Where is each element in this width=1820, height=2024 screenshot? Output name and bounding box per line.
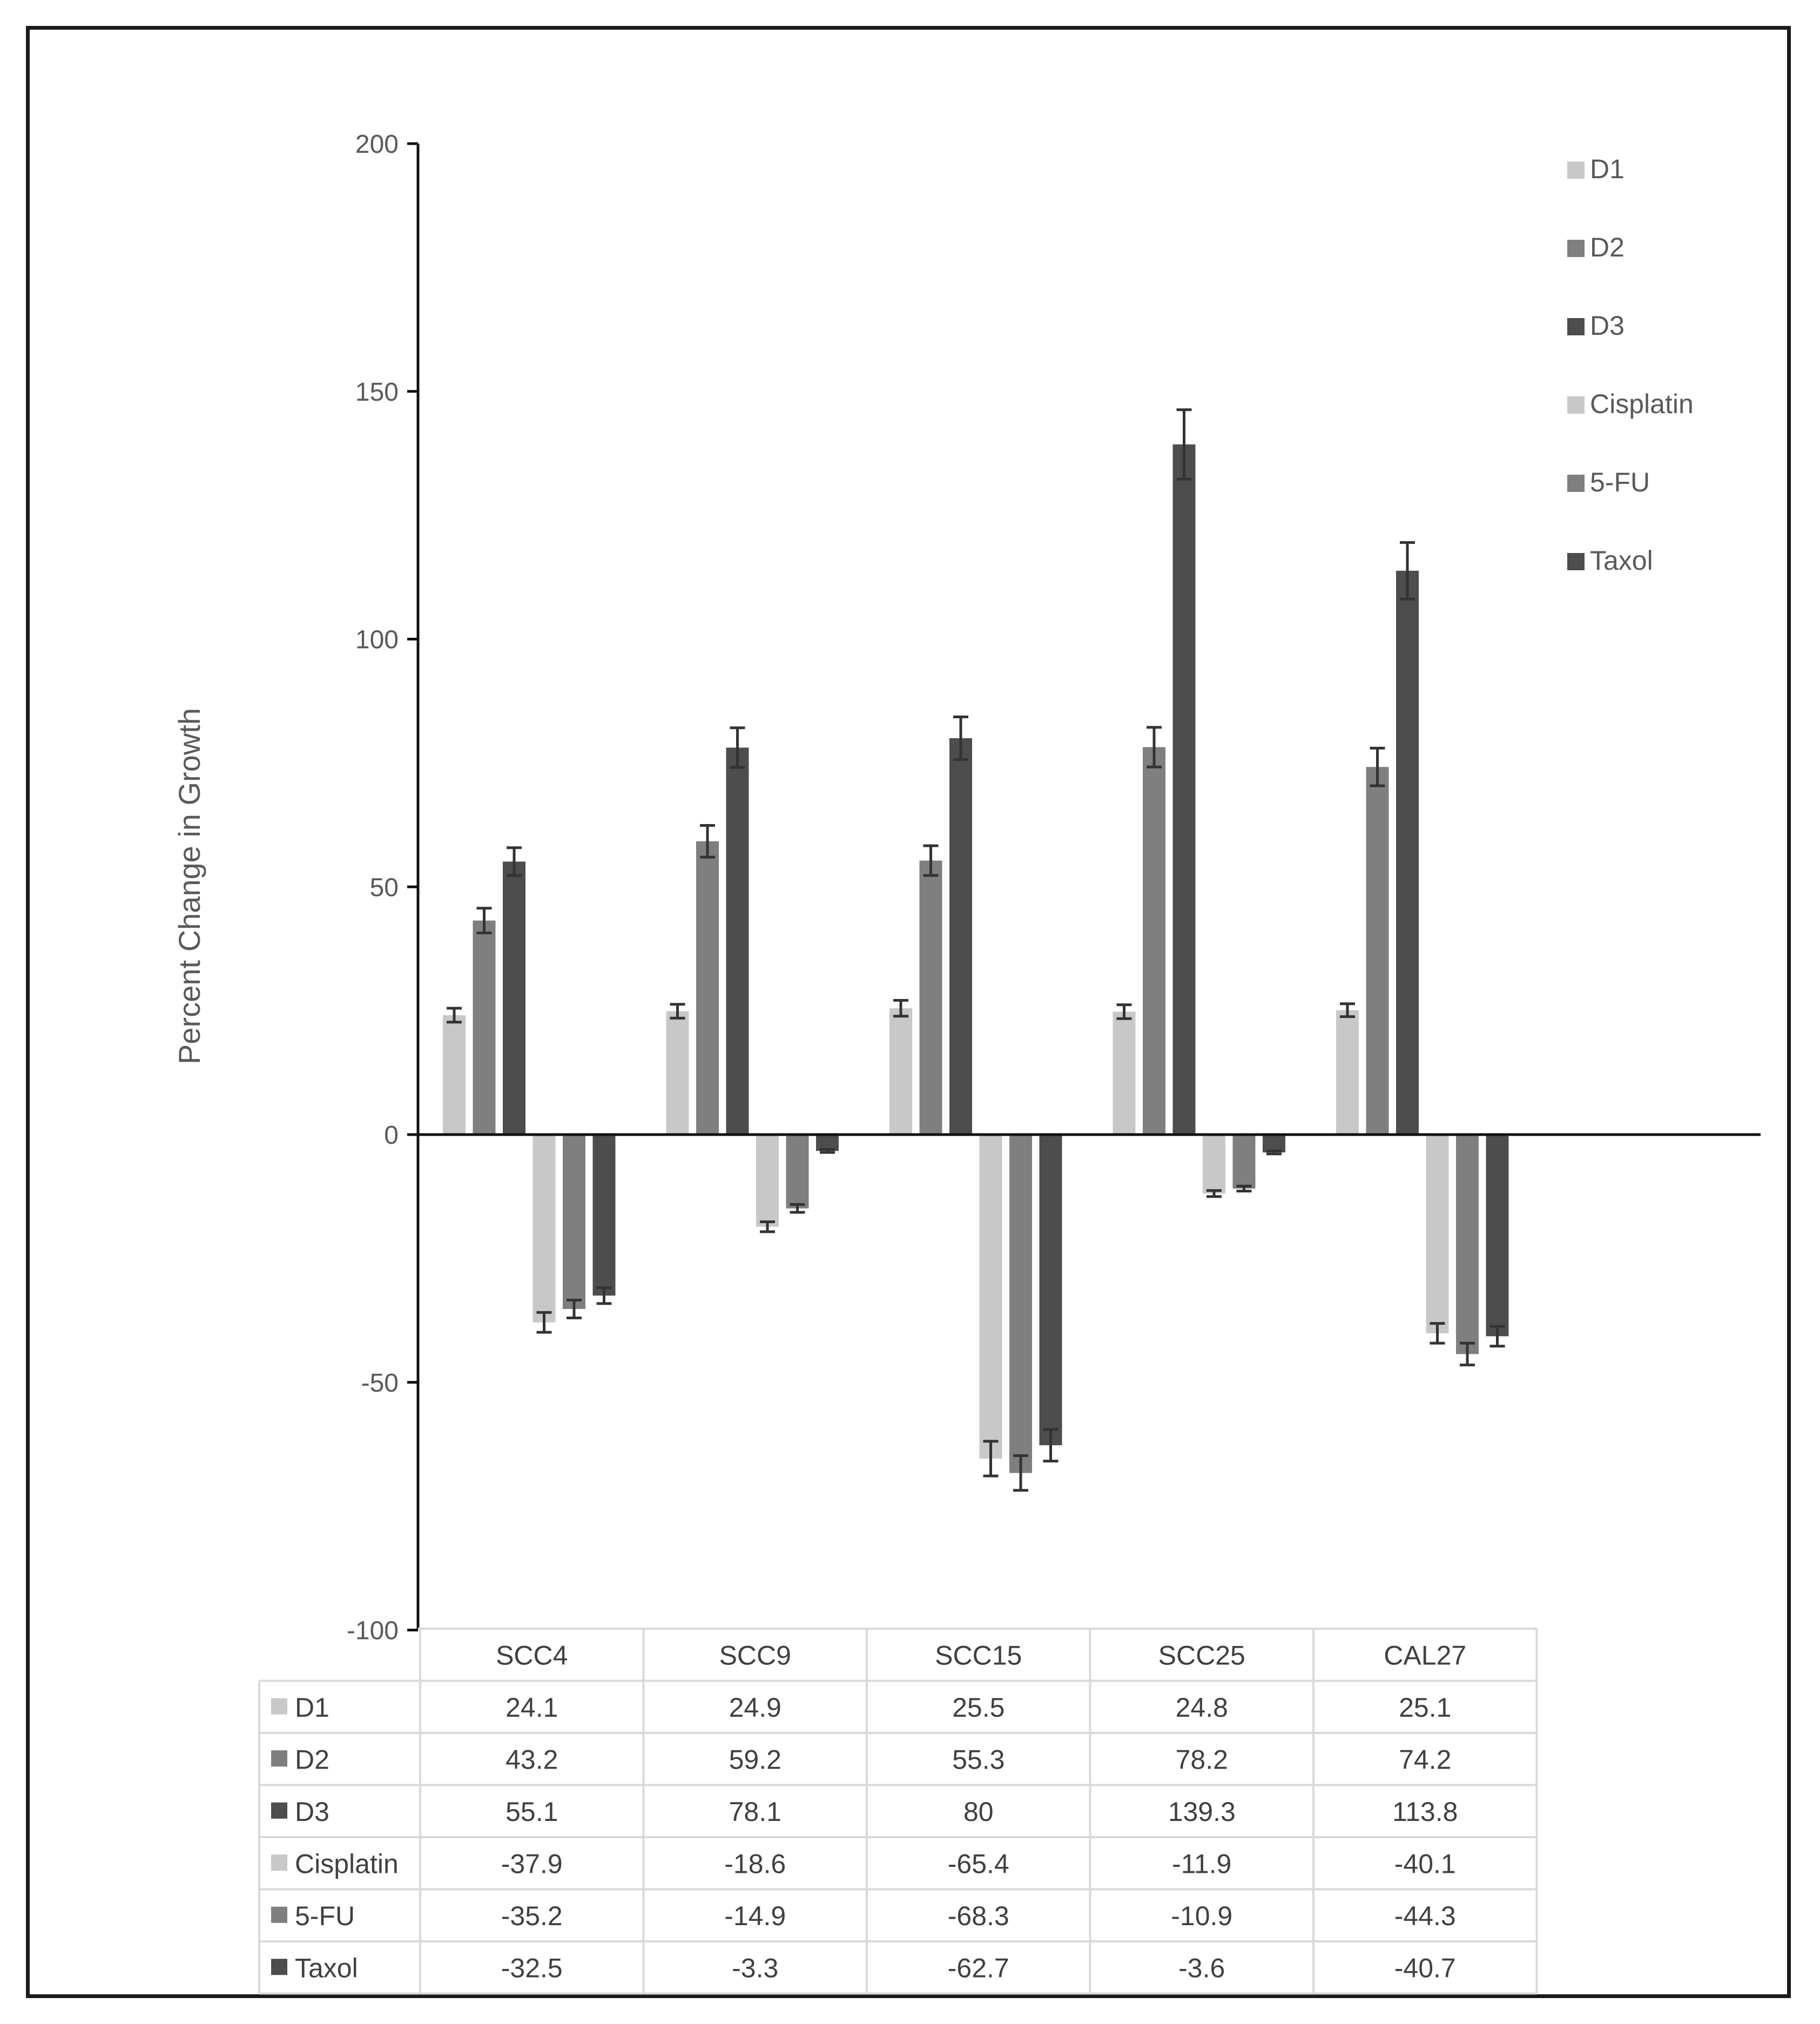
legend-item-d2 (1567, 232, 1624, 262)
bar-5-fu-scc25 (1233, 1135, 1256, 1189)
data-label-d1-scc9: 24.9 (729, 1692, 781, 1723)
data-label-cisplatin-scc4: -37.9 (501, 1848, 563, 1879)
bar-cisplatin-scc25 (1203, 1135, 1225, 1193)
y-tick-label: 200 (355, 130, 399, 159)
bar-taxol-cal27 (1486, 1135, 1509, 1336)
legend-swatch (1567, 396, 1585, 414)
x-category-label-cal27: CAL27 (1384, 1640, 1467, 1671)
bar-d1-scc25 (1113, 1011, 1136, 1135)
y-axis-title: Percent Change in Growth (172, 708, 206, 1064)
bar-cisplatin-cal27 (1426, 1135, 1449, 1333)
bar-d3-cal27 (1396, 571, 1419, 1135)
legend-label: D2 (1590, 232, 1624, 262)
data-label-d2-cal27: 74.2 (1399, 1744, 1452, 1775)
data-table-grid (259, 1629, 1537, 1994)
bar-d2-cal27 (1366, 767, 1389, 1135)
bar-d1-scc15 (889, 1008, 912, 1135)
legend-item-d1 (1567, 154, 1624, 184)
bar-cisplatin-scc4 (533, 1135, 556, 1323)
x-category-label-scc9: SCC9 (719, 1640, 791, 1671)
table-row-label: D1 (295, 1692, 329, 1723)
data-table (259, 1629, 1537, 1994)
bar-d3-scc9 (726, 747, 749, 1135)
table-row-swatch (271, 1854, 287, 1871)
data-label-5-fu-scc4: -35.2 (501, 1900, 563, 1931)
table-row-label: D3 (295, 1796, 329, 1827)
y-tick-label: 50 (369, 873, 399, 902)
x-category-label-scc25: SCC25 (1158, 1640, 1245, 1671)
data-label-d2-scc4: 43.2 (505, 1744, 558, 1775)
bar-d2-scc15 (920, 861, 942, 1135)
x-category-label-scc4: SCC4 (496, 1640, 568, 1671)
table-row-label: 5-FU (295, 1900, 355, 1931)
table-row-swatch (271, 1907, 287, 1923)
table-row-label: Cisplatin (295, 1848, 399, 1879)
table-row-swatch (271, 1959, 287, 1975)
data-label-5-fu-cal27: -44.3 (1394, 1900, 1456, 1931)
data-label-d1-cal27: 25.1 (1399, 1692, 1452, 1723)
data-label-cisplatin-scc15: -65.4 (947, 1848, 1009, 1879)
bar-d1-cal27 (1336, 1010, 1359, 1135)
table-row-swatch (271, 1698, 287, 1715)
data-label-d2-scc15: 55.3 (952, 1744, 1005, 1775)
data-label-d2-scc9: 59.2 (729, 1744, 781, 1775)
bar-d1-scc9 (666, 1011, 689, 1135)
bar-5-fu-scc4 (563, 1135, 585, 1309)
legend-swatch (1567, 240, 1585, 257)
data-label-d2-scc25: 78.2 (1175, 1744, 1228, 1775)
data-label-taxol-scc4: -32.5 (501, 1953, 563, 1983)
table-row-taxol (271, 1953, 1456, 1983)
bar-d3-scc4 (503, 861, 525, 1135)
legend-swatch (1567, 318, 1585, 335)
data-label-d3-scc4: 55.1 (505, 1796, 558, 1827)
bar-d1-scc4 (443, 1015, 466, 1135)
legend-item-d3 (1567, 311, 1624, 341)
data-label-taxol-cal27: -40.7 (1394, 1953, 1456, 1983)
data-label-taxol-scc25: -3.6 (1178, 1953, 1225, 1983)
legend-item-5-fu (1567, 467, 1650, 497)
y-tick-label: 150 (355, 377, 399, 407)
legend-swatch (1567, 553, 1585, 570)
legend-label: D3 (1590, 311, 1624, 341)
legend-swatch (1567, 161, 1585, 179)
data-label-d3-cal27: 113.8 (1392, 1796, 1458, 1827)
data-label-cisplatin-scc25: -11.9 (1172, 1848, 1232, 1879)
data-label-d3-scc9: 78.1 (729, 1796, 781, 1827)
bar-d3-scc25 (1173, 444, 1196, 1135)
legend-label: Cisplatin (1590, 389, 1694, 419)
legend-label: D1 (1590, 154, 1624, 184)
bar-5-fu-cal27 (1456, 1135, 1479, 1354)
legend-item-taxol (1567, 545, 1653, 576)
data-label-d3-scc25: 139.3 (1168, 1796, 1236, 1827)
data-label-d1-scc15: 25.5 (952, 1692, 1005, 1723)
table-row-d2 (271, 1744, 1451, 1775)
data-label-cisplatin-cal27: -40.1 (1394, 1848, 1456, 1879)
table-row-label: D2 (295, 1744, 329, 1775)
legend-item-cisplatin (1567, 389, 1694, 419)
data-label-d1-scc4: 24.1 (505, 1692, 558, 1723)
table-row-swatch (271, 1750, 287, 1766)
table-row-label: Taxol (295, 1953, 358, 1983)
data-label-taxol-scc9: -3.3 (732, 1953, 779, 1983)
bar-d2-scc25 (1143, 747, 1165, 1135)
bar-d3-scc15 (949, 738, 972, 1135)
y-tick-label: 0 (384, 1121, 399, 1150)
bar-5-fu-scc9 (786, 1135, 809, 1209)
bar-5-fu-scc15 (1009, 1135, 1032, 1473)
data-label-d1-scc25: 24.8 (1175, 1692, 1228, 1723)
data-label-5-fu-scc25: -10.9 (1171, 1900, 1233, 1931)
data-label-5-fu-scc15: -68.3 (947, 1900, 1009, 1931)
bar-taxol-scc15 (1040, 1135, 1062, 1445)
y-tick-label: -100 (346, 1616, 399, 1645)
data-label-cisplatin-scc9: -18.6 (724, 1848, 786, 1879)
y-tick-label: -50 (361, 1368, 399, 1398)
legend-label: Taxol (1590, 545, 1653, 576)
table-row-cisplatin (271, 1848, 1456, 1879)
table-row-5-fu (271, 1901, 1456, 1931)
data-label-taxol-scc15: -62.7 (947, 1953, 1009, 1983)
y-tick-label: 100 (355, 625, 399, 655)
table-row-swatch (271, 1803, 287, 1819)
x-category-label-scc15: SCC15 (935, 1640, 1022, 1671)
bar-cisplatin-scc9 (756, 1135, 779, 1227)
legend (1567, 154, 1694, 576)
legend-label: 5-FU (1590, 467, 1650, 497)
table-row-d3 (271, 1797, 1458, 1827)
bar-d2-scc4 (473, 921, 496, 1135)
bar-cisplatin-scc15 (980, 1135, 1002, 1459)
table-row-d1 (271, 1692, 1451, 1723)
data-label-d3-scc15: 80 (963, 1796, 994, 1827)
bar-d2-scc9 (696, 841, 719, 1135)
bar-taxol-scc4 (593, 1135, 616, 1296)
bars-layer (443, 410, 1509, 1490)
data-label-5-fu-scc9: -14.9 (724, 1900, 786, 1931)
legend-swatch (1567, 475, 1585, 492)
